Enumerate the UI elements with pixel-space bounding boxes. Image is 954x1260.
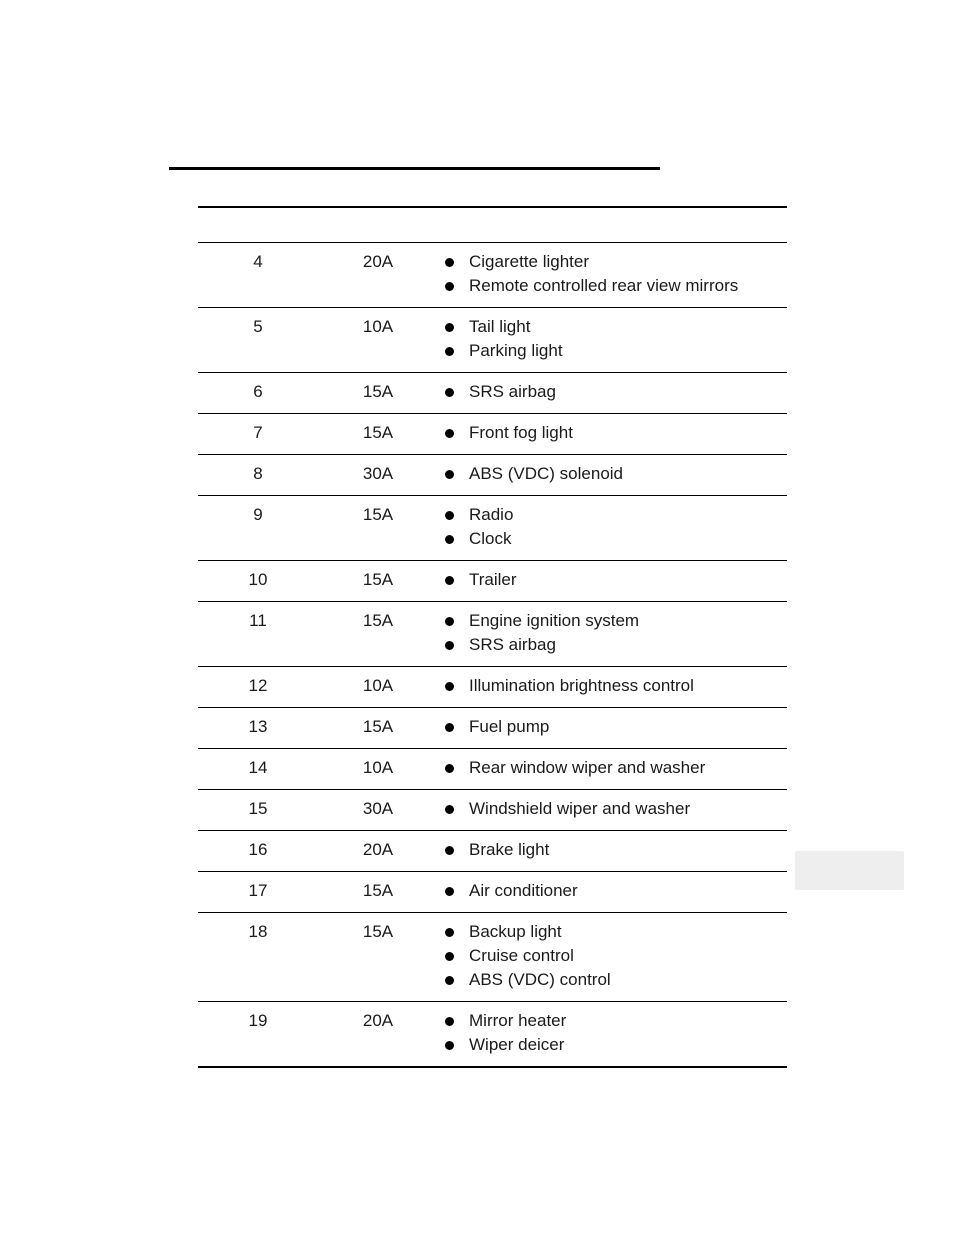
protected-circuits-list bbox=[445, 462, 787, 486]
fuse-table bbox=[198, 206, 787, 1068]
circuit-label: Front fog light bbox=[469, 423, 573, 442]
bullet-icon bbox=[445, 846, 454, 855]
table-row bbox=[198, 667, 787, 708]
circuit-label: Brake light bbox=[469, 840, 550, 859]
circuit-item bbox=[445, 756, 787, 780]
circuit-label: Trailer bbox=[469, 570, 517, 589]
fuse-number: 19 bbox=[248, 1011, 268, 1030]
circuit-item bbox=[445, 1009, 787, 1033]
bullet-icon bbox=[445, 641, 454, 650]
fuse-number: 4 bbox=[253, 252, 263, 271]
circuit-label: Backup light bbox=[469, 922, 562, 941]
circuit-label: Tail light bbox=[469, 317, 531, 336]
protected-circuits-list bbox=[445, 920, 787, 992]
circuit-item bbox=[445, 315, 787, 339]
table-row bbox=[198, 602, 787, 667]
circuit-item bbox=[445, 250, 787, 274]
bullet-icon bbox=[445, 682, 454, 691]
fuse-amperage: 10A bbox=[362, 317, 394, 336]
circuit-item bbox=[445, 838, 787, 862]
fuse-number: 16 bbox=[248, 840, 268, 859]
circuit-item bbox=[445, 421, 787, 445]
table-row bbox=[198, 308, 787, 373]
circuit-item bbox=[445, 920, 787, 944]
bullet-icon bbox=[445, 429, 454, 438]
table-row bbox=[198, 414, 787, 455]
table-row bbox=[198, 561, 787, 602]
bullet-icon bbox=[445, 976, 454, 985]
circuit-label: ABS (VDC) solenoid bbox=[469, 464, 624, 483]
bullet-icon bbox=[445, 1041, 454, 1050]
protected-circuits-list bbox=[445, 797, 787, 821]
fuse-amperage: 15A bbox=[362, 505, 394, 524]
protected-circuits-list bbox=[445, 838, 787, 862]
protected-circuits-list bbox=[445, 674, 787, 698]
circuit-label: Air conditioner bbox=[469, 881, 578, 900]
circuit-item bbox=[445, 568, 787, 592]
fuse-number: 9 bbox=[253, 505, 263, 524]
bullet-icon bbox=[445, 347, 454, 356]
bullet-icon bbox=[445, 764, 454, 773]
circuit-item bbox=[445, 1033, 787, 1057]
circuit-label: Rear window wiper and washer bbox=[469, 758, 706, 777]
table-row bbox=[198, 455, 787, 496]
circuit-label: Clock bbox=[469, 529, 512, 548]
circuit-item bbox=[445, 274, 787, 298]
bullet-icon bbox=[445, 576, 454, 585]
circuit-label: Wiper deicer bbox=[469, 1035, 565, 1054]
fuse-number: 6 bbox=[253, 382, 263, 401]
fuse-amperage: 15A bbox=[362, 922, 394, 941]
bullet-icon bbox=[445, 535, 454, 544]
fuse-number: 12 bbox=[248, 676, 268, 695]
circuit-item bbox=[445, 674, 787, 698]
circuit-label: Illumination brightness control bbox=[469, 676, 694, 695]
bullet-icon bbox=[445, 388, 454, 397]
fuse-amperage: 10A bbox=[362, 676, 394, 695]
protected-circuits-list bbox=[445, 756, 787, 780]
table-row bbox=[198, 913, 787, 1002]
circuit-item bbox=[445, 715, 787, 739]
protected-circuits-list bbox=[445, 715, 787, 739]
fuse-number: 8 bbox=[253, 464, 263, 483]
table-row bbox=[198, 872, 787, 913]
bullet-icon bbox=[445, 928, 454, 937]
bullet-icon bbox=[445, 887, 454, 896]
fuse-amperage: 15A bbox=[362, 423, 394, 442]
bullet-icon bbox=[445, 511, 454, 520]
bullet-icon bbox=[445, 1017, 454, 1026]
protected-circuits-list bbox=[445, 380, 787, 404]
circuit-label: Parking light bbox=[469, 341, 563, 360]
circuit-label: Engine ignition system bbox=[469, 611, 640, 630]
circuit-item bbox=[445, 609, 787, 633]
fuse-number: 17 bbox=[248, 881, 268, 900]
circuit-item bbox=[445, 380, 787, 404]
circuit-item bbox=[445, 503, 787, 527]
circuit-label: Radio bbox=[469, 505, 514, 524]
protected-circuits-list bbox=[445, 568, 787, 592]
table-row bbox=[198, 243, 787, 308]
bullet-icon bbox=[445, 952, 454, 961]
circuit-item bbox=[445, 879, 787, 903]
fuse-amperage: 20A bbox=[362, 840, 394, 859]
table-header-row bbox=[198, 206, 787, 243]
circuit-item bbox=[445, 968, 787, 992]
circuit-label: Cigarette lighter bbox=[469, 252, 590, 271]
table-row bbox=[198, 1002, 787, 1068]
circuit-label: Windshield wiper and washer bbox=[469, 799, 691, 818]
circuit-item bbox=[445, 797, 787, 821]
fuse-number: 10 bbox=[248, 570, 268, 589]
fuse-number: 13 bbox=[248, 717, 268, 736]
circuit-label: Mirror heater bbox=[469, 1011, 567, 1030]
bullet-icon bbox=[445, 723, 454, 732]
fuse-number: 7 bbox=[253, 423, 263, 442]
fuse-number: 11 bbox=[249, 611, 267, 630]
title-rule bbox=[169, 167, 660, 170]
fuse-amperage: 20A bbox=[362, 1011, 394, 1030]
fuse-amperage: 15A bbox=[362, 570, 394, 589]
fuse-number: 18 bbox=[248, 922, 268, 941]
circuit-label: SRS airbag bbox=[469, 635, 556, 654]
bullet-icon bbox=[445, 617, 454, 626]
table-body bbox=[198, 243, 787, 1068]
table-row bbox=[198, 749, 787, 790]
fuse-amperage: 30A bbox=[362, 799, 394, 818]
circuit-item bbox=[445, 944, 787, 968]
fuse-amperage: 15A bbox=[362, 382, 394, 401]
circuit-label: SRS airbag bbox=[469, 382, 556, 401]
table-row bbox=[198, 790, 787, 831]
bullet-icon bbox=[445, 282, 454, 291]
table-row bbox=[198, 496, 787, 561]
fuse-number: 14 bbox=[248, 758, 268, 777]
bullet-icon bbox=[445, 323, 454, 332]
bullet-icon bbox=[445, 805, 454, 814]
table-row bbox=[198, 831, 787, 872]
fuse-amperage: 15A bbox=[362, 881, 394, 900]
protected-circuits-list bbox=[445, 421, 787, 445]
fuse-amperage: 20A bbox=[362, 252, 394, 271]
protected-circuits-list bbox=[445, 609, 787, 657]
circuit-label: Fuel pump bbox=[469, 717, 550, 736]
fuse-amperage: 30A bbox=[362, 464, 394, 483]
protected-circuits-list bbox=[445, 879, 787, 903]
fuse-number: 15 bbox=[248, 799, 268, 818]
protected-circuits-list bbox=[445, 503, 787, 551]
fuse-number: 5 bbox=[253, 317, 263, 336]
protected-circuits-list bbox=[445, 1009, 787, 1057]
circuit-label: Cruise control bbox=[469, 946, 574, 965]
fuse-amperage: 15A bbox=[362, 717, 394, 736]
table-row bbox=[198, 708, 787, 749]
circuit-item bbox=[445, 462, 787, 486]
circuit-label: Remote controlled rear view mirrors bbox=[469, 276, 739, 295]
circuit-item bbox=[445, 527, 787, 551]
table-row bbox=[198, 373, 787, 414]
circuit-item bbox=[445, 633, 787, 657]
circuit-item bbox=[445, 339, 787, 363]
fuse-amperage: 15A bbox=[362, 611, 394, 630]
circuit-label: ABS (VDC) control bbox=[469, 970, 611, 989]
bullet-icon bbox=[445, 470, 454, 479]
section-tab bbox=[795, 851, 904, 890]
protected-circuits-list bbox=[445, 250, 787, 298]
fuse-amperage: 10A bbox=[362, 758, 394, 777]
bullet-icon bbox=[445, 258, 454, 267]
protected-circuits-list bbox=[445, 315, 787, 363]
